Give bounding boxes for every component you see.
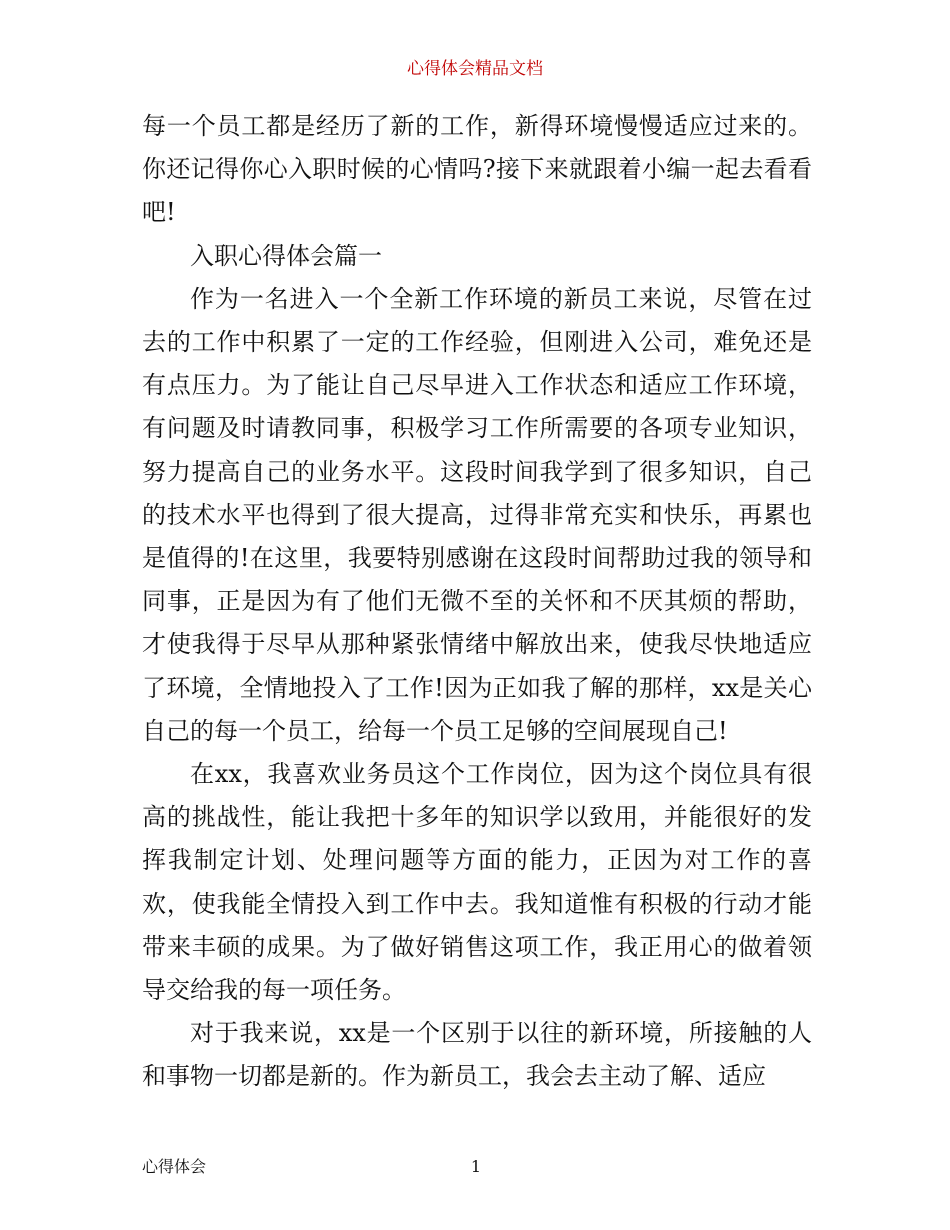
- footer-label: 心得体会: [142, 1157, 207, 1176]
- intro-paragraph: 每一个员工都是经历了新的工作，新得环境慢慢适应过来的。你还记得你心入职时候的心情吗?接下来就跟着小编一起去看看吧!: [142, 112, 812, 227]
- section-heading: 入职心得体会篇一: [190, 241, 382, 270]
- document-body: [142, 105, 812, 1099]
- body-paragraph-3: 对于我来说，xx是一个区别于以往的新环境，所接触的人和事物一切都是新的。作为新员工，我会去主动了解、适应: [142, 1019, 812, 1091]
- body-paragraph-2: 在xx，我喜欢业务员这个工作岗位，因为这个岗位具有很高的挑战性，能让我把十多年的知识学以致用，并能很好的发挥我制定计划、处理问题等方面的能力，正因为对工作的喜欢，使我能全情投入到工作中去。我知道惟有积极的行动才能带来丰硕的成果。为了做好销售这项工作，我正用心的做着领导交给我的每一项任务。: [142, 760, 812, 1005]
- body-paragraph-1: 作为一名进入一个全新工作环境的新员工来说，尽管在过去的工作中积累了一定的工作经验，但刚进入公司，难免还是有点压力。为了能让自己尽早进入工作状态和适应工作环境，有问题及时请教同事，积极学习工作所需要的各项专业知识，努力提高自己的业务水平。这段时间我学到了很多知识，自己的技术水平也得到了很大提高，过得非常充实和快乐，再累也是值得的!在这里，我要特别感谢在这段时间帮助过我的领导和同事，正是因为有了他们无微不至的关怀和不厌其烦的帮助，才使我得于尽早从那种紧张情绪中解放出来，使我尽快地适应了环境，全情地投入了工作!因为正如我了解的那样，xx是关心自己的每一个员工，给每一个员工足够的空间展现自己!: [142, 284, 812, 745]
- page-number: 1: [470, 1157, 482, 1176]
- page-footer: [0, 1155, 950, 1179]
- page-header: 心得体会精品文档: [407, 59, 543, 79]
